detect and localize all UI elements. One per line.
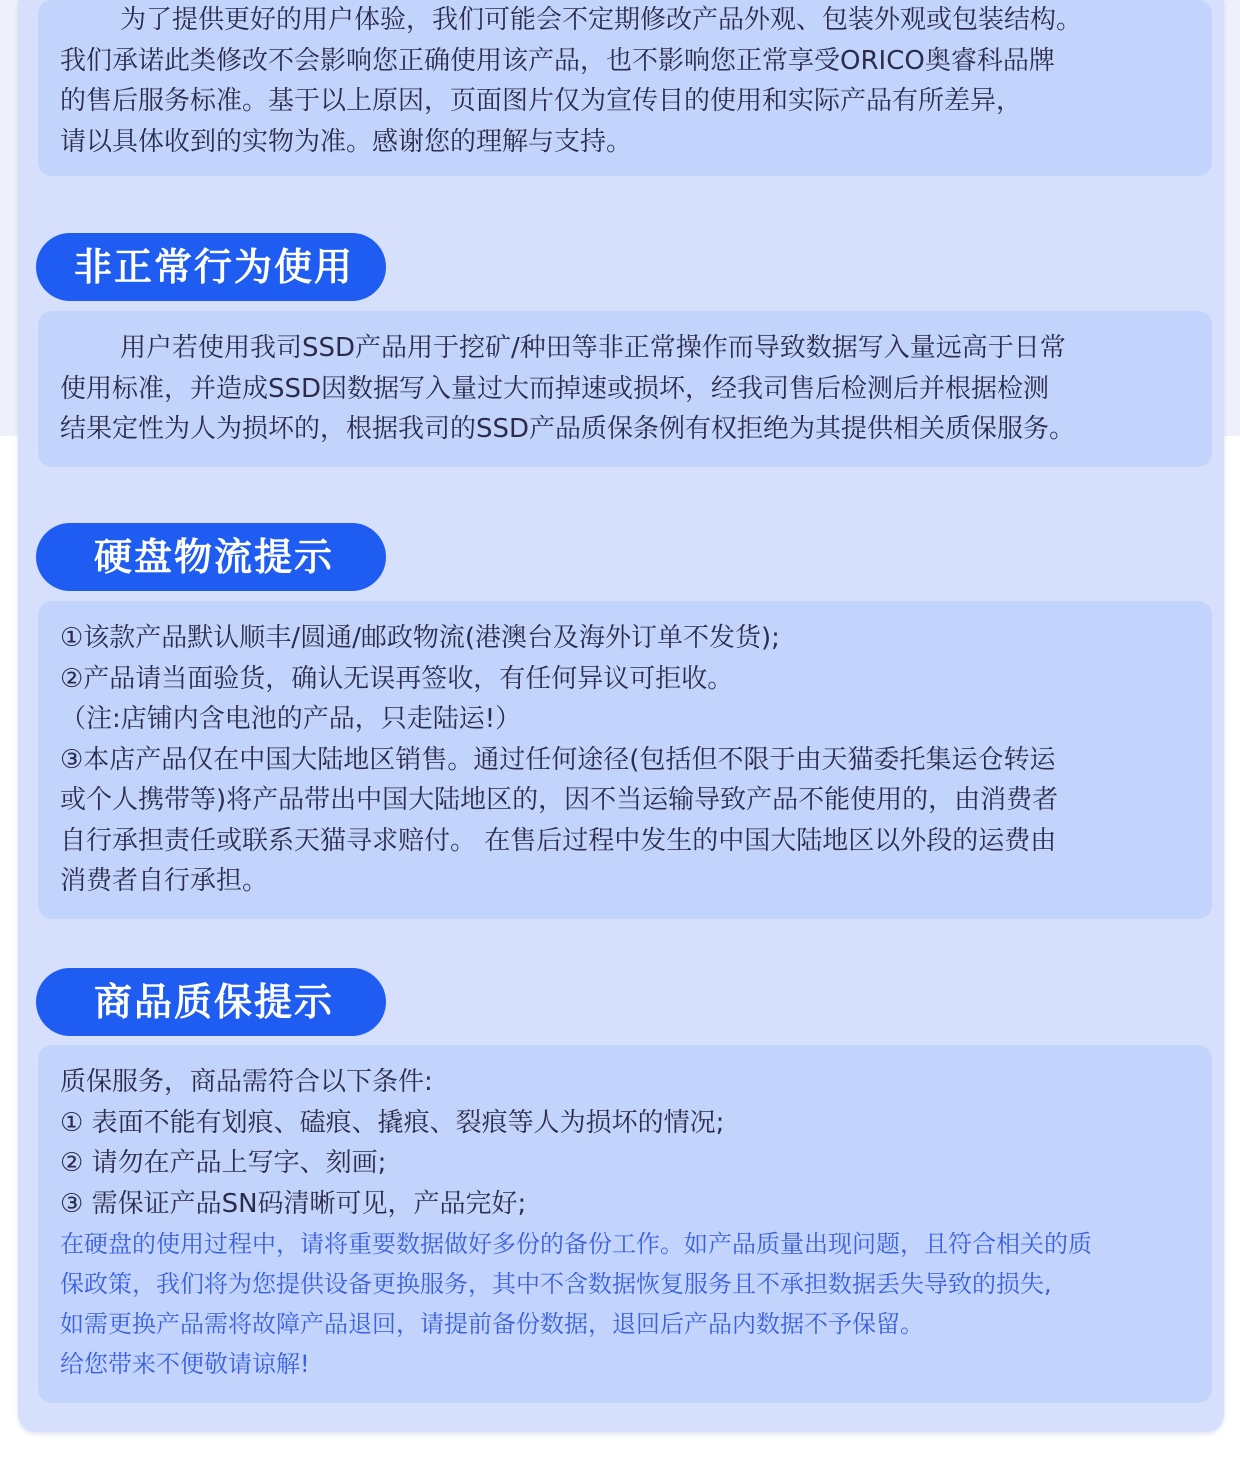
abnormal-usage-card: [38, 311, 1212, 467]
warranty-note-line: 保政策，我们将为您提供设备更换服务，其中不含数据恢复服务且不承担数据丢失导致的损失,: [60, 1270, 1052, 1298]
warranty-line: ① 表面不能有划痕、磕痕、撬痕、裂痕等人为损坏的情况;: [60, 1107, 725, 1138]
abnormal-line: 用户若使用我司SSD产品用于挖矿/种田等非正常操作而导致数据写入量远高于日常: [120, 333, 1066, 363]
logistics-title: 硬盘物流提示: [36, 523, 386, 591]
logistics-line: ①该款产品默认顺丰/圆通/邮政物流(港澳台及海外订单不发货);: [60, 623, 780, 653]
abnormal-line: 使用标准，并造成SSD因数据写入量过大而掉速或损坏，经我司售后检测后并根据检测: [60, 373, 1050, 404]
warranty-card: [38, 1045, 1212, 1403]
abnormal-line: 结果定性为人为损坏的，根据我司的SSD产品质保条例有权拒绝为其提供相关质保服务。: [60, 414, 1076, 444]
logistics-line: 消费者自行承担。: [60, 866, 269, 896]
intro-line: 请以具体收到的实物为准。感谢您的理解与支持。: [60, 126, 633, 157]
intro-notice-card: [38, 0, 1212, 176]
logistics-line: 或个人携带等)将产品带出中国大陆地区的，因不当运输导致产品不能使用的，由消费者: [60, 785, 1059, 815]
logistics-line: ③本店产品仅在中国大陆地区销售。通过任何途径(包括但不限于由天猫委托集运仓转运: [60, 744, 1056, 775]
intro-line: 的售后服务标准。基于以上原因，页面图片仅为宣传目的使用和实际产品有所差异，: [60, 86, 1023, 116]
intro-line: 我们承诺此类修改不会影响您正确使用该产品，也不影响您正常享受ORICO奥睿科品牌: [60, 45, 1055, 76]
logistics-line: 自行承担责任或联系天猫寻求赔付。 在售后过程中发生的中国大陆地区以外段的运费由: [60, 825, 1057, 856]
logistics-line: ②产品请当面验货，确认无误再签收，有任何异议可拒收。: [60, 663, 734, 694]
warranty-line: 质保服务，商品需符合以下条件:: [60, 1067, 433, 1097]
logistics-line: （注:店铺内含电池的产品，只走陆运!）: [60, 704, 522, 734]
warranty-note-line: 给您带来不便敬请谅解!: [60, 1350, 310, 1378]
warranty-note-line: 如需更换产品需将故障产品退回，请提前备份数据，退回后产品内数据不予保留。: [60, 1310, 924, 1338]
abnormal-usage-title: 非正常行为使用: [36, 233, 386, 301]
warranty-line: ② 请勿在产品上写字、刻画;: [60, 1148, 387, 1178]
intro-line: 为了提供更好的用户体验，我们可能会不定期修改产品外观、包装外观或包装结构。: [120, 5, 1083, 35]
warranty-note-line: 在硬盘的使用过程中，请将重要数据做好多份的备份工作。如产品质量出现问题，且符合相关的质: [60, 1230, 1092, 1258]
warranty-title: 商品质保提示: [36, 968, 386, 1036]
logistics-card: [38, 601, 1212, 919]
warranty-line: ③ 需保证产品SN码清晰可见，产品完好;: [60, 1188, 527, 1219]
